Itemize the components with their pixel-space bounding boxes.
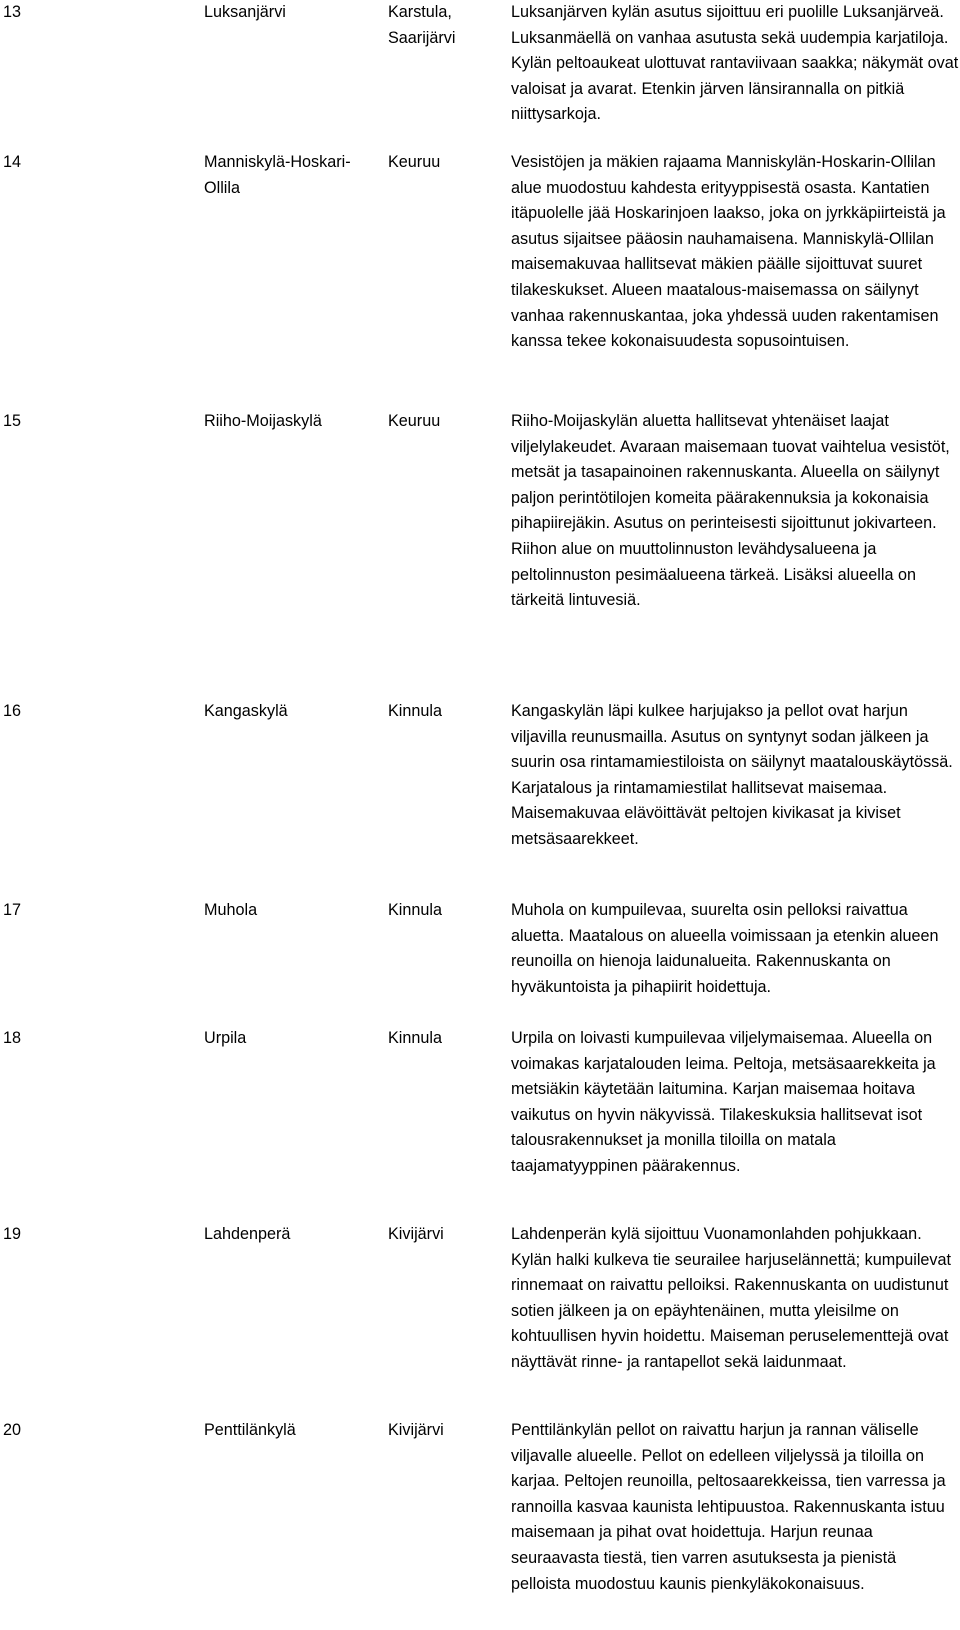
- row-number: 16: [3, 702, 22, 720]
- municipality: Kinnula: [388, 901, 443, 919]
- area-description: Kangaskylän läpi kulkee harjujakso ja pellot ovat harjun viljavilla reunusmailla. Asutus on syntynyt sodan jälkeen ja suurin osa rintamamiestiloista on säilynyt maatalouskäytössä. Karjatalous ja rintamamiestilat hallitsevat maisemaa. Maisemakuvaa elävöittävät peltojen kivikasat ja kiviset metsäsaarekkeet.: [511, 702, 953, 848]
- municipality: Keuruu: [388, 153, 441, 171]
- area-description: Muhola on kumpuilevaa, suurelta osin pelloksi raivattua aluetta. Maatalous on alueella voimissaan ja etenkin alueen reunoilla on hienoja laidunalueita. Rakennuskanta on hyväkuntoista ja pihapiirit hoidettuja.: [511, 901, 939, 996]
- area-name: Kangaskylä: [204, 702, 288, 720]
- area-name: Muhola: [204, 901, 258, 919]
- municipality: Kinnula: [388, 1029, 443, 1047]
- municipality: Karstula, Saarijärvi: [388, 3, 456, 47]
- row-number: 19: [3, 1225, 22, 1243]
- area-description: Urpila on loivasti kumpuilevaa viljelymaisemaa. Alueella on voimakas karjatalouden leima. Peltoja, metsäsaarekkeita ja metsiäkin käytetään laitumina. Karjan maisemaa hoitava vaikutus on hyvin näkyvissä. Tilakeskuksia hallitsevat isot talousrakennukset ja monilla tiloilla on matala taajamatyyppinen päärakennus.: [511, 1029, 936, 1175]
- area-description: Lahdenperän kylä sijoittuu Vuonamonlahden pohjukkaan. Kylän halki kulkeva tie seurailee harjuselännettä; kumpuilevat rinnemaat on raivattu pelloiksi. Rakennuskanta on uudistunut sotien jälkeen ja on epäyhtenäinen, mutta yleisilme on kohtuullisen hyvin hoidettu. Maiseman peruselementtejä ovat näyttävät rinne- ja rantapellot sekä laidunmaat.: [511, 1225, 952, 1371]
- area-name: Riiho-Moijaskylä: [204, 412, 322, 430]
- area-description: Luksanjärven kylän asutus sijoittuu eri puolille Luksanjärveä. Luksanmäellä on vanhaa asutusta sekä uudempia karjatiloja. Kylän peltoaukeat ulottuvat rantaviivaan saakka; näkymät ovat valoisat ja avarat. Etenkin järven länsirannalla on pitkiä niittysarkoja.: [511, 3, 959, 124]
- area-name: Manniskylä-Hoskari- Ollila: [204, 153, 351, 197]
- area-name: Penttilänkylä: [204, 1421, 296, 1439]
- row-number: 14: [3, 153, 22, 171]
- row-number: 18: [3, 1029, 22, 1047]
- municipality: Kivijärvi: [388, 1225, 444, 1243]
- area-description: Riiho-Moijaskylän aluetta hallitsevat yhtenäiset laajat viljelylakeudet. Avaraan maisemaan tuovat vaihtelua vesistöt, metsät ja tasapainoinen rakennuskanta. Alueella on säilynyt paljon perintötilojen komeita päärakennuksia ja kokonaisia pihapiirejäkin. Asutus on perinteisesti sijoittunut jokivarteen. Riihon alue on muuttolinnuston levähdysalueena ja peltolinnuston pesimäalueena tärkeä. Lisäksi alueella on tärkeitä lintuvesiä.: [511, 412, 950, 610]
- municipality: Kinnula: [388, 702, 443, 720]
- area-name: Luksanjärvi: [204, 3, 286, 21]
- area-name: Lahdenperä: [204, 1225, 291, 1243]
- area-name: Urpila: [204, 1029, 247, 1047]
- municipality: Keuruu: [388, 412, 441, 430]
- row-number: 17: [3, 901, 22, 919]
- area-description: Vesistöjen ja mäkien rajaama Manniskylän-Hoskarin-Ollilan alue muodostuu kahdesta erityyppisestä osasta. Kantatien itäpuolelle jää Hoskarinjoen laakso, joka on jyrkkäpiirteistä ja asutus sijaitsee pääosin nauhamaisena. Manniskylä-Ollilan maisemakuvaa hallitsevat mäkien päälle sijoittuvat suuret tilakeskukset. Alueen maatalous-maisemassa on säilynyt vanhaa rakennuskantaa, joka yhdessä uuden rakentamisen kanssa tekee kokonaisuudesta sopusointuisen.: [511, 153, 946, 351]
- row-number: 15: [3, 412, 22, 430]
- row-number: 20: [3, 1421, 22, 1439]
- municipality: Kivijärvi: [388, 1421, 444, 1439]
- row-number: 13: [3, 3, 22, 21]
- area-description: Penttilänkylän pellot on raivattu harjun ja rannan väliselle viljavalle alueelle. Pellot on edelleen viljelyssä ja tiloilla on karjaa. Peltojen reunoilla, peltosaarekkeissa, tien varressa ja rannoilla kasvaa kaunista lehtipuustoa. Rakennuskanta istuu maisemaan ja pihat ovat hoidettuja. Harjun reunaa seuraavasta tiestä, tien varren asutuksesta ja pienistä pelloista muodostuu kaunis pienkyläkokonaisuus.: [511, 1421, 946, 1593]
